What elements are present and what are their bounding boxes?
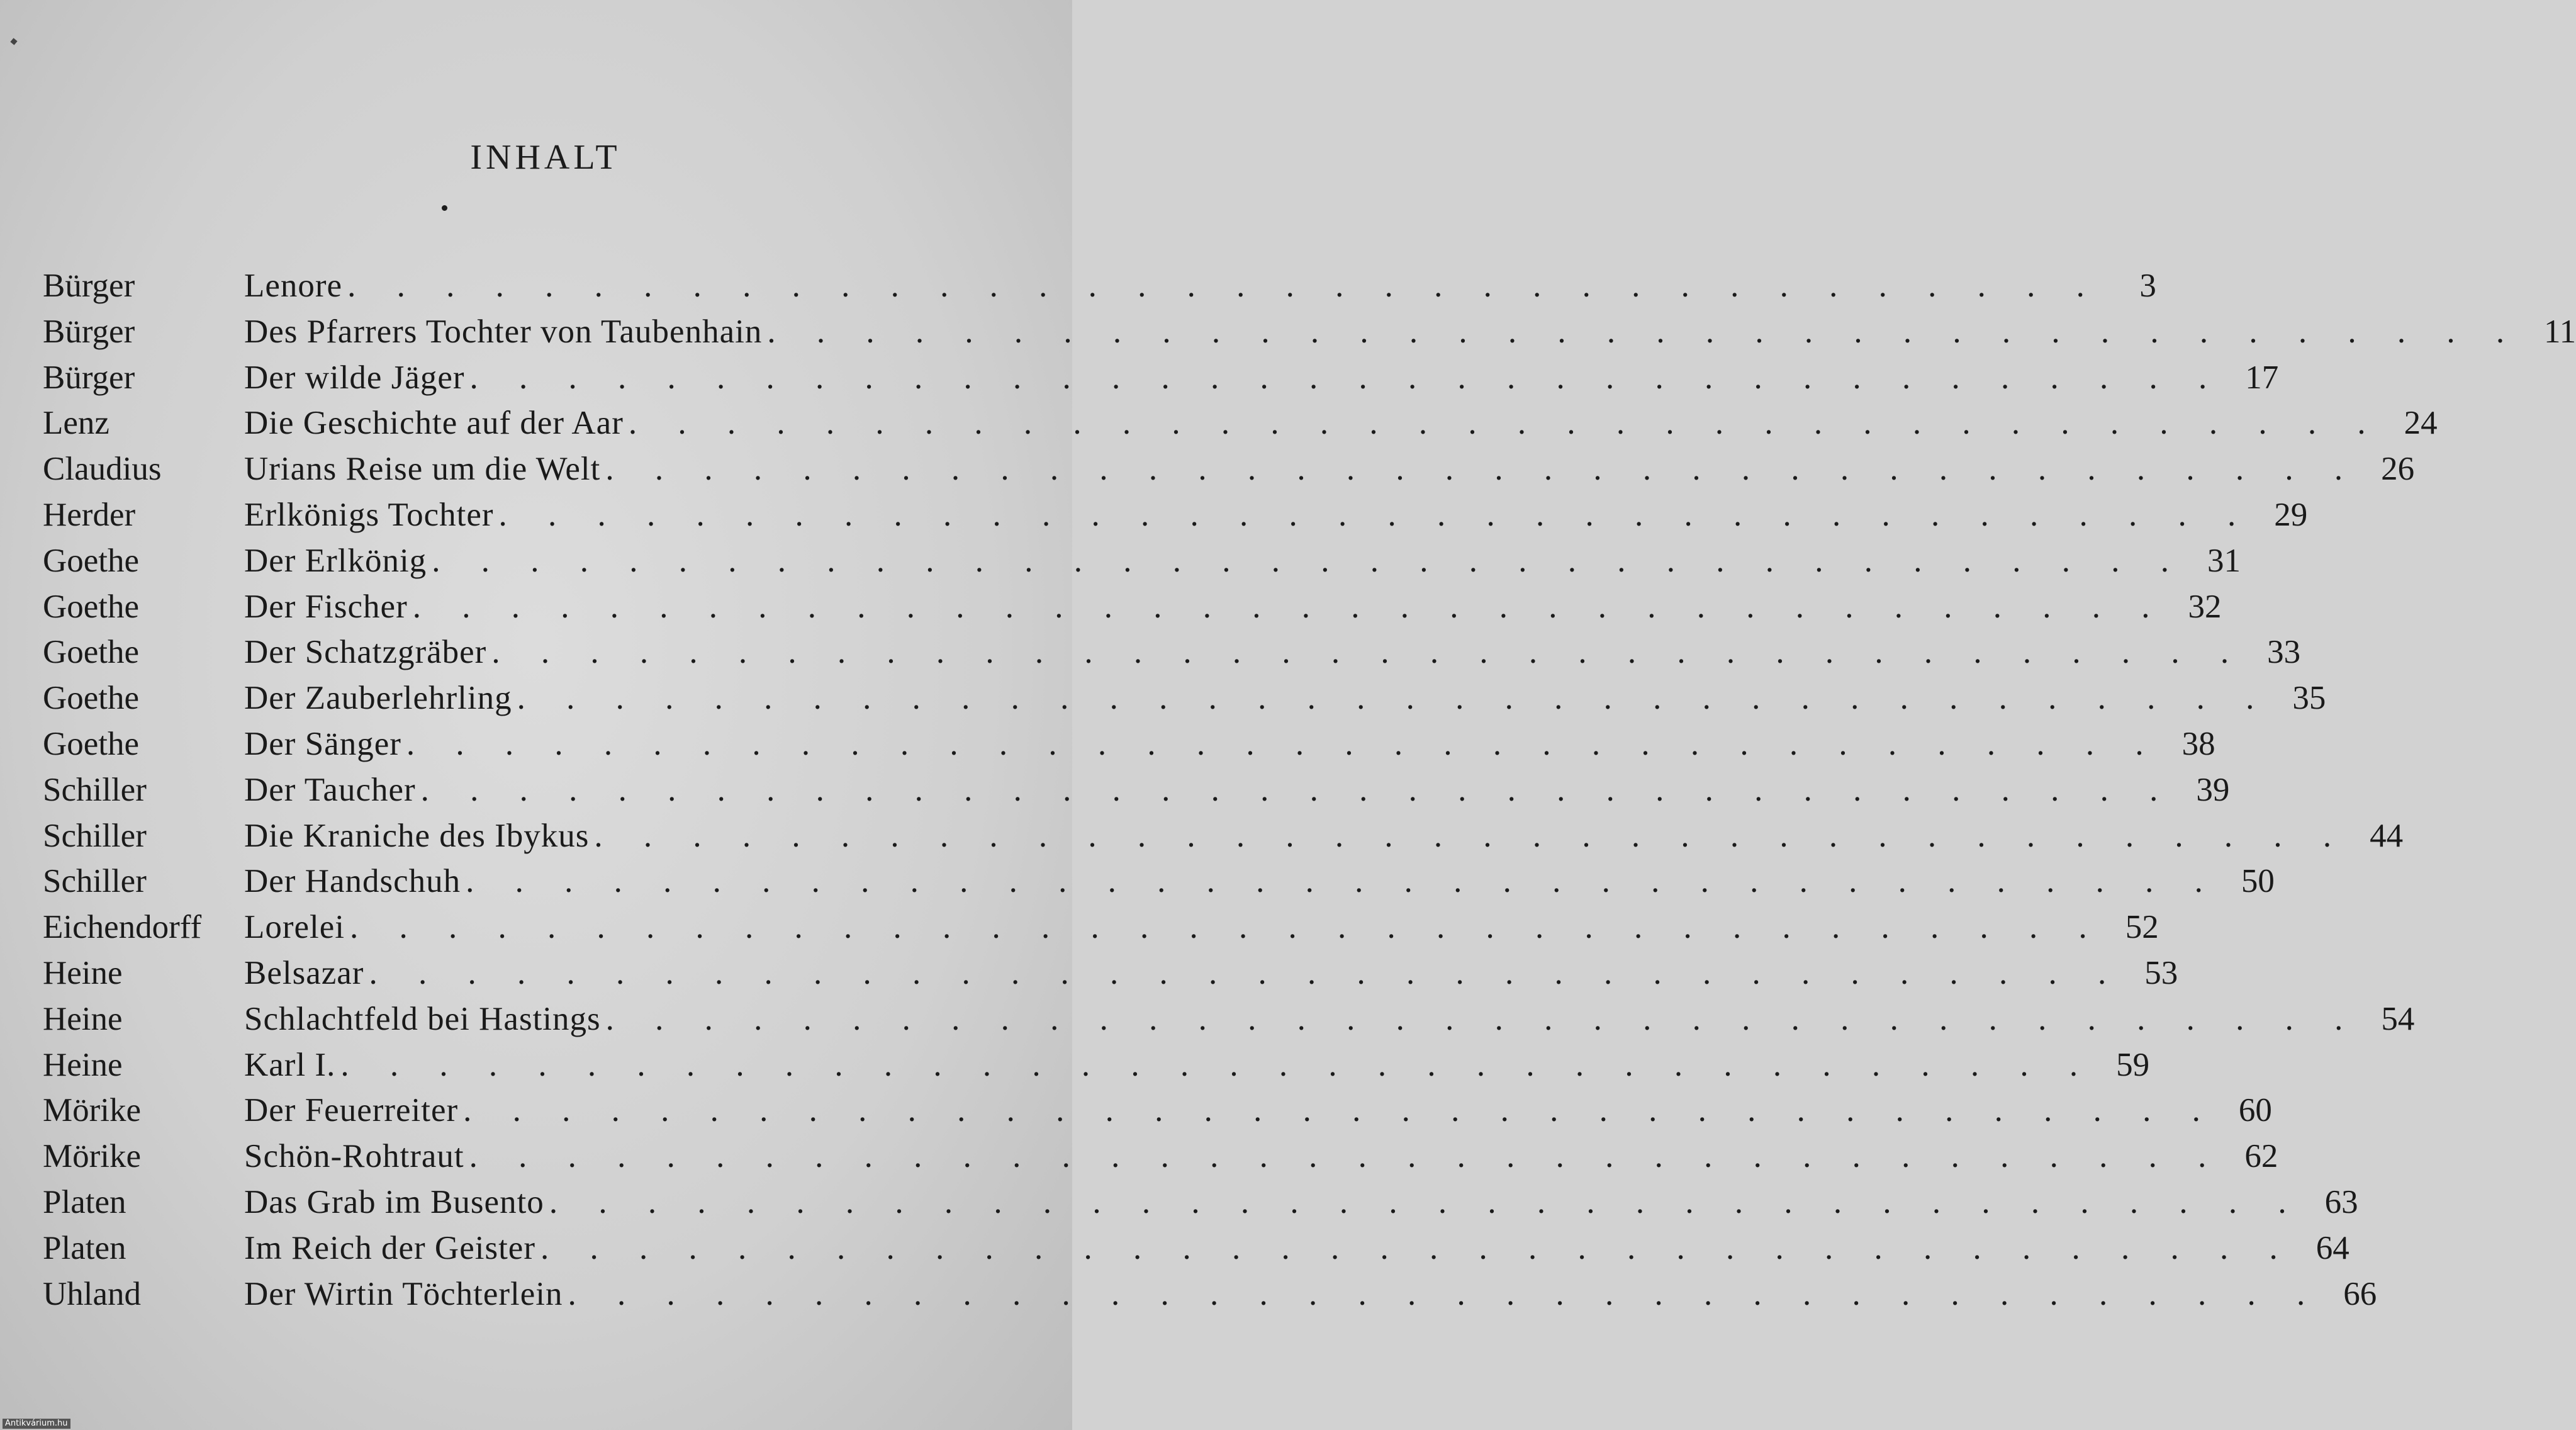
toc-row: [43, 767, 2230, 813]
toc-page-number: 35: [2292, 680, 2326, 717]
toc-row: [43, 1271, 2377, 1317]
toc-page-number: 24: [2404, 405, 2438, 442]
toc-author: Heine: [43, 954, 123, 991]
toc-dot-leader: . . . . . . . . . . . . . . . . . . . . . . . . . . . . . . . . . . . .: [767, 313, 2521, 350]
toc-row: [43, 446, 2415, 492]
toc-dot-leader: . . . . . . . . . . . . . . . . . . . . . . . . . . . . . . . . . . . .: [340, 1046, 2095, 1083]
toc-page-number: 66: [2343, 1275, 2377, 1312]
toc-poem-title: Im Reich der Geister: [244, 1229, 535, 1266]
toc-page-number: 17: [2245, 359, 2279, 396]
toc-page-number: 59: [2116, 1046, 2150, 1083]
toc-author: Eichendorff: [43, 909, 202, 946]
toc-dot-leader: . . . . . . . . . . . . . . . . . . . . . . . . . . . . . . . . . . . .: [420, 771, 2175, 808]
toc-poem-title: Des Pfarrers Tochter von Taubenhain: [244, 313, 763, 350]
toc-dot-leader: . . . . . . . . . . . . . . . . . . . . . . . . . . . . . . . . . . . .: [605, 1000, 2360, 1037]
toc-dot-leader: . . . . . . . . . . . . . . . . . . . . . . . . . . . . . . . . . . . .: [412, 588, 2166, 625]
toc-author: Uhland: [43, 1275, 142, 1312]
toc-page-number: 64: [2316, 1229, 2349, 1266]
toc-poem-title: Der Erlkönig: [244, 542, 427, 579]
toc-poem-title: Der Taucher: [244, 771, 416, 808]
toc-poem-title: Urians Reise um die Welt: [244, 451, 601, 488]
toc-poem-title: Der Handschuh: [244, 863, 461, 900]
toc-author: Bürger: [43, 359, 135, 396]
toc-row: [43, 400, 2438, 446]
toc-poem-title: Der wilde Jäger: [244, 359, 465, 396]
toc-row: [43, 859, 2275, 904]
toc-page-number: 33: [2267, 634, 2301, 671]
toc-dot-leader: . . . . . . . . . . . . . . . . . . . . . . . . . . . . . . . . . . . .: [406, 725, 2160, 762]
toc-page-number: 3: [2139, 267, 2156, 304]
toc-author: Bürger: [43, 267, 135, 304]
toc-dot-leader: . . . . . . . . . . . . . . . . . . . . . . . . . . . . . . . . . . . .: [466, 863, 2219, 900]
toc-poem-title: Der Wirtin Töchterlein: [244, 1275, 563, 1312]
toc-row: [43, 629, 2301, 675]
toc-dot-leader: . . . . . . . . . . . . . . . . . . . . . . . . . . . . . . . . . . . .: [432, 542, 2185, 579]
toc-poem-title: Das Grab im Busento: [244, 1183, 544, 1220]
toc-page-number: 44: [2370, 817, 2404, 854]
toc-page-number: 52: [2125, 909, 2159, 946]
toc-author: Goethe: [43, 634, 140, 671]
toc-page-number: 26: [2381, 451, 2415, 488]
toc-row: [43, 721, 2215, 767]
toc-author: Goethe: [43, 725, 140, 762]
toc-author: Goethe: [43, 588, 140, 625]
toc-author: Platen: [43, 1183, 126, 1220]
watermark: Antikvárium.hu: [3, 1419, 70, 1429]
toc-author: Mörike: [43, 1138, 142, 1175]
toc-author: Heine: [43, 1046, 123, 1083]
toc-page-number: 39: [2196, 771, 2230, 808]
toc-page-number: 29: [2274, 496, 2308, 533]
toc-author: Schiller: [43, 817, 147, 854]
page-title: INHALT: [470, 138, 621, 177]
toc-row: [43, 355, 2279, 401]
toc-dot-leader: . . . . . . . . . . . . . . . . . . . . . . . . . . . . . . . . . . . .: [463, 1092, 2217, 1129]
toc-dot-leader: . . . . . . . . . . . . . . . . . . . . . . . . . . . . . . . . . . . .: [568, 1275, 2322, 1312]
toc-row: [43, 904, 2159, 950]
toc-dot-leader: . . . . . . . . . . . . . . . . . . . . . . . . . . . . . . . . . . . .: [498, 496, 2253, 533]
table-of-contents: [43, 263, 2576, 1317]
toc-row: [43, 1134, 2278, 1179]
toc-author: Goethe: [43, 542, 140, 579]
title-ornament-dot: [442, 205, 447, 211]
toc-dot-leader: . . . . . . . . . . . . . . . . . . . . . . . . . . . . . . . . . . . .: [469, 359, 2224, 396]
toc-poem-title: Lenore: [244, 267, 343, 304]
toc-page-number: 53: [2144, 954, 2178, 991]
toc-author: Claudius: [43, 451, 162, 488]
corner-speck: [10, 38, 17, 45]
toc-poem-title: Die Kraniche des Ibykus: [244, 817, 590, 854]
toc-poem-title: Schlachtfeld bei Hastings: [244, 1000, 601, 1037]
toc-poem-title: Die Geschichte auf der Aar: [244, 405, 624, 442]
toc-dot-leader: . . . . . . . . . . . . . . . . . . . . . . . . . . . . . . . . . . . .: [369, 954, 2123, 991]
toc-row: [43, 538, 2241, 584]
toc-poem-title: Der Zauberlehrling: [244, 680, 512, 717]
toc-poem-title: Schön-Rohtraut: [244, 1138, 464, 1175]
toc-row: [43, 1088, 2272, 1134]
toc-row: [43, 996, 2415, 1042]
toc-page-number: 32: [2188, 588, 2222, 625]
toc-row: [43, 584, 2222, 630]
toc-dot-leader: . . . . . . . . . . . . . . . . . . . . . . . . . . . . . . . . . . . .: [469, 1138, 2223, 1175]
toc-dot-leader: . . . . . . . . . . . . . . . . . . . . . . . . . . . . . . . . . . . .: [517, 680, 2271, 717]
toc-dot-leader: . . . . . . . . . . . . . . . . . . . . . . . . . . . . . . . . . . . .: [549, 1183, 2303, 1220]
toc-row: [43, 950, 2178, 996]
toc-author: Mörike: [43, 1092, 142, 1129]
toc-author: Platen: [43, 1229, 126, 1266]
toc-poem-title: Der Schatzgräber: [244, 634, 487, 671]
toc-poem-title: Der Sänger: [244, 725, 401, 762]
toc-dot-leader: . . . . . . . . . . . . . . . . . . . . . . . . . . . . . . . . . . . .: [491, 634, 2246, 671]
toc-poem-title: Karl I.: [244, 1046, 336, 1083]
toc-page-number: 50: [2241, 863, 2275, 900]
toc-row: [43, 675, 2326, 721]
toc-row: [43, 1042, 2150, 1088]
toc-row: [43, 813, 2404, 859]
toc-page-number: 63: [2324, 1183, 2358, 1220]
toc-row: [43, 492, 2308, 538]
toc-row: [43, 309, 2576, 355]
toc-poem-title: Erlkönigs Tochter: [244, 496, 494, 533]
toc-poem-title: Belsazar: [244, 954, 364, 991]
toc-row: [43, 1179, 2358, 1225]
toc-poem-title: Lorelei: [244, 909, 345, 946]
toc-author: Herder: [43, 496, 136, 533]
toc-dot-leader: . . . . . . . . . . . . . . . . . . . . . . . . . . . . . . . . . . . .: [350, 909, 2103, 946]
toc-author: Bürger: [43, 313, 135, 350]
toc-dot-leader: . . . . . . . . . . . . . . . . . . . . . . . . . . . . . . . . . . . .: [347, 267, 2101, 304]
toc-row: [43, 1225, 2349, 1271]
toc-author: Heine: [43, 1000, 123, 1037]
toc-page-number: 62: [2244, 1138, 2278, 1175]
toc-author: Lenz: [43, 405, 109, 442]
toc-page-number: 31: [2207, 542, 2241, 579]
toc-author: Schiller: [43, 863, 147, 900]
toc-poem-title: Der Fischer: [244, 588, 408, 625]
toc-dot-leader: . . . . . . . . . . . . . . . . . . . . . . . . . . . . . . . . . . . .: [594, 817, 2348, 854]
toc-page-number: 54: [2381, 1000, 2415, 1037]
toc-page-number: 60: [2238, 1092, 2272, 1129]
toc-dot-leader: . . . . . . . . . . . . . . . . . . . . . . . . . . . . . . . . . . . .: [628, 405, 2382, 442]
toc-dot-leader: . . . . . . . . . . . . . . . . . . . . . . . . . . . . . . . . . . . .: [605, 451, 2360, 488]
toc-author: Schiller: [43, 771, 147, 808]
toc-page-number: 11: [2544, 313, 2576, 350]
toc-poem-title: Der Feuerreiter: [244, 1092, 459, 1129]
toc-author: Goethe: [43, 680, 140, 717]
toc-row: [43, 263, 2156, 309]
toc-page-number: 38: [2181, 725, 2215, 762]
toc-dot-leader: . . . . . . . . . . . . . . . . . . . . . . . . . . . . . . . . . . . .: [540, 1229, 2294, 1266]
